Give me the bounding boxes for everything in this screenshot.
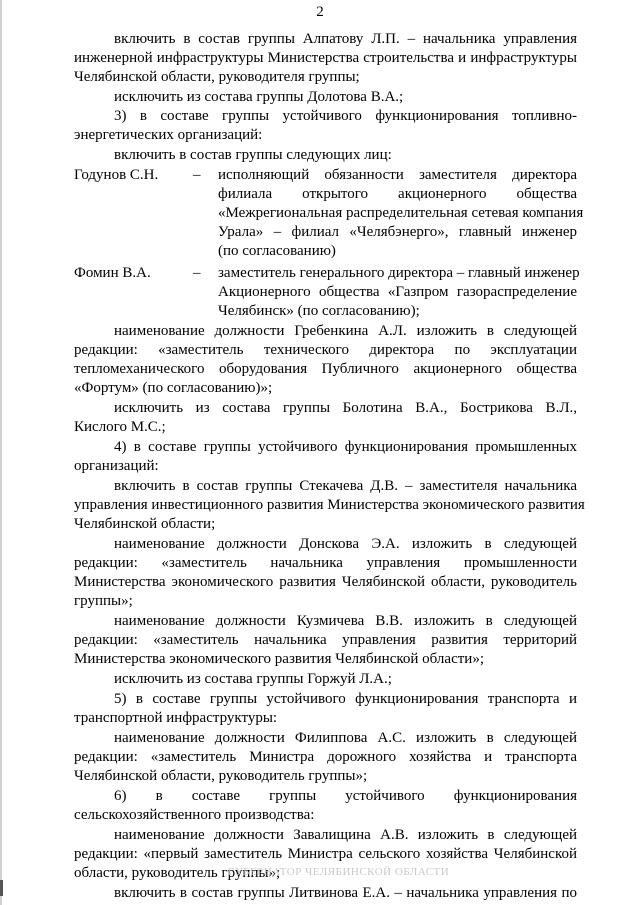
- text-line: Челябинской области, руководитель группы»;: [74, 768, 368, 784]
- text-line: управления инвестиционного развития Министерства экономического развития: [74, 497, 585, 513]
- text-line: 5) в составе группы устойчивого функционирования транспорта и: [114, 691, 577, 707]
- text-line: тепломеханического оборудования Публичного акционерного общества: [74, 361, 577, 377]
- text-line: исключить из состава группы Долотова В.А.;: [114, 89, 404, 105]
- scan-edge-mark: [0, 880, 3, 896]
- text-line: Годунов С.Н.: [74, 167, 159, 183]
- text-line: Кислого М.С.;: [74, 419, 166, 435]
- text-line: 6) в составе группы устойчивого функционирования: [114, 788, 577, 804]
- text-line: Министерства экономического развития Челябинской области, руководитель: [74, 574, 577, 590]
- text-line: наименование должности Кузмичева В.В. изложить в следующей: [114, 613, 577, 629]
- text-line: Челябинской области;: [74, 516, 216, 532]
- text-line: исключить из состава группы Горжуй Л.А.;: [114, 671, 392, 687]
- text-line: Челябинск» (по согласованию);: [218, 303, 420, 319]
- footer-watermark: ГУБЕРНАТОР ЧЕЛЯБИНСКОЙ ОБЛАСТИ: [228, 866, 450, 878]
- text-line: наименование должности Филиппова А.С. изложить в следующей: [114, 730, 577, 746]
- text-line: Акционерного общества «Газпром газораспределение: [218, 284, 577, 300]
- scan-edge: [0, 0, 2, 905]
- text-line: –: [193, 265, 201, 281]
- text-line: Челябинской области, руководителя группы;: [74, 69, 360, 85]
- text-line: (по согласованию): [218, 243, 336, 259]
- text-line: редакции: «заместитель Министра дорожного хозяйства и транспорта: [74, 749, 577, 765]
- text-line: Фомин В.А.: [74, 265, 151, 281]
- text-line: 3) в составе группы устойчивого функционирования топливно-: [114, 108, 577, 124]
- text-line: редакции: «заместитель технического директора по эксплуатации: [74, 342, 577, 358]
- text-line: транспортной инфраструктуры:: [74, 710, 278, 726]
- text-line: наименование должности Гребенкина А.Л. изложить в следующей: [114, 323, 577, 339]
- text-line: включить в состав группы Стекачева Д.В. – заместителя начальника: [114, 478, 577, 494]
- text-line: включить в состав группы Литвинова Е.А. – начальника управления по: [114, 885, 577, 901]
- text-line: редакции: «заместитель начальника управления промышленности: [74, 555, 577, 571]
- text-line: наименование должности Донскова Э.А. изложить в следующей: [114, 536, 577, 552]
- text-line: редакции: «заместитель начальника управления развития территорий: [74, 632, 577, 648]
- text-line: энергетических организаций:: [74, 127, 263, 143]
- text-line: Министерства экономического развития Челябинской области»;: [74, 651, 484, 667]
- text-line: включить в состав группы Алпатову Л.П. – начальника управления: [114, 31, 577, 47]
- text-line: –: [193, 167, 201, 183]
- text-line: группы»;: [74, 593, 133, 609]
- text-line: включить в состав группы следующих лиц:: [114, 147, 392, 163]
- text-line: Урала» – филиал «Челябэнерго», главный инженер: [218, 224, 577, 240]
- text-line: исключить из состава группы Болотина В.А., Бострикова В.Л.,: [114, 400, 577, 416]
- text-line: исполняющий обязанности заместителя директора: [218, 167, 577, 183]
- text-line: области, руководитель группы»;: [74, 865, 281, 881]
- text-line: заместитель генерального директора – главный инженер: [218, 265, 580, 281]
- text-line: организаций:: [74, 458, 159, 474]
- text-line: наименование должности Завалищина А.В. изложить в следующей: [114, 827, 577, 843]
- text-line: сельскохозяйственного производства:: [74, 807, 315, 823]
- text-line: инженерной инфраструктуры Министерства строительства и инфраструктуры: [74, 50, 577, 66]
- text-line: «Межрегиональная распределительная сетевая компания: [218, 205, 584, 221]
- text-line: редакции: «первый заместитель Министра сельского хозяйства Челябинской: [74, 846, 577, 862]
- text-line: «Фортум» (по согласованию)»;: [74, 380, 273, 396]
- page-number: 2: [316, 4, 324, 20]
- text-line: филиала открытого акционерного общества: [218, 186, 577, 202]
- text-line: 4) в составе группы устойчивого функционирования промышленных: [114, 439, 577, 455]
